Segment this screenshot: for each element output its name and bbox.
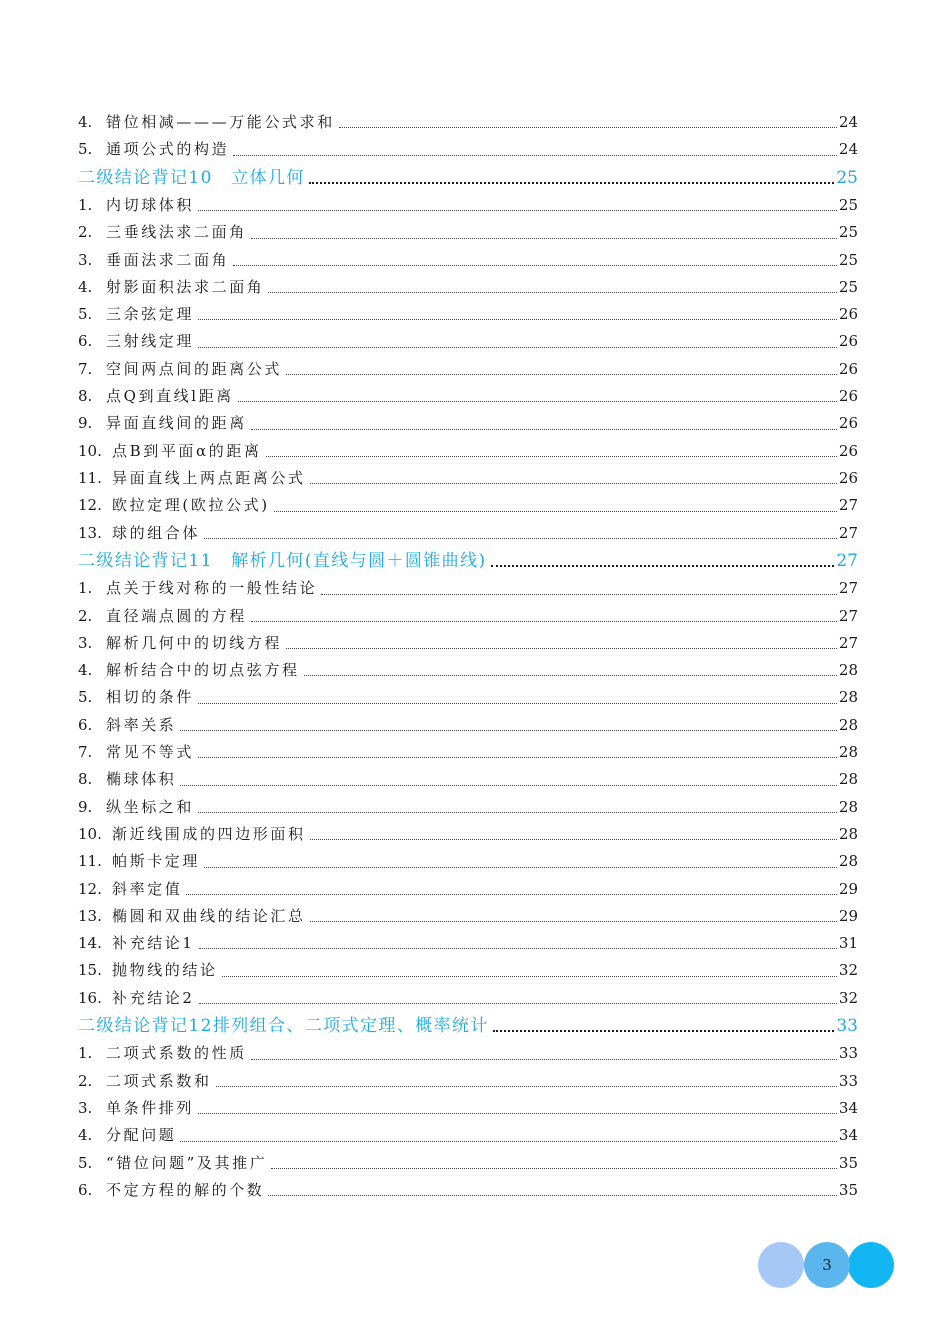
toc-entry-number: 1.	[78, 579, 93, 598]
toc-entry-number: 5.	[78, 688, 93, 707]
toc-entry-number: 3.	[78, 250, 93, 269]
toc-entry-page: 27	[838, 523, 858, 542]
dot-leader	[304, 674, 837, 676]
toc-entry-page: 24	[838, 140, 858, 159]
toc-entry-page: 31	[838, 934, 858, 953]
toc-entry-title: 单条件排列	[106, 1098, 195, 1117]
toc-entry-title: 补充结论1	[112, 934, 195, 953]
toc-entry-page: 27	[836, 550, 858, 571]
toc-entry-number: 2.	[78, 1071, 93, 1090]
toc-entry-title: 帕斯卡定理	[112, 852, 201, 871]
dot-leader	[233, 264, 837, 266]
toc-entry-title: 点关于线对称的一般性结论	[106, 579, 318, 598]
toc-entry-number: 3.	[78, 633, 93, 652]
toc-entry-title: 异面直线间的距离	[106, 414, 247, 433]
toc-entry[interactable]	[78, 301, 858, 328]
toc-entry-number: 9.	[78, 797, 93, 816]
page-number: 3	[804, 1242, 850, 1288]
decor-circle-right	[848, 1242, 894, 1288]
toc-entry-number: 11.	[78, 852, 102, 871]
toc-entry-page: 34	[838, 1098, 858, 1117]
toc-entry-title: 渐近线围成的四边形面积	[112, 824, 306, 843]
toc-entry-page: 32	[838, 961, 858, 980]
toc-entry-title: 二级结论背记10 立体几何	[78, 167, 305, 188]
toc-entry-title: 点B到平面α的距离	[112, 441, 262, 460]
toc-entry-page: 26	[838, 441, 858, 460]
toc-entry[interactable]	[78, 247, 858, 274]
toc-entry[interactable]	[78, 1095, 858, 1122]
toc-entry-page: 28	[838, 715, 858, 734]
toc-entry-page: 27	[838, 606, 858, 625]
toc-entry-title: 球的组合体	[112, 523, 201, 542]
dot-leader	[310, 838, 837, 840]
toc-entry-number: 9.	[78, 414, 93, 433]
toc-entry-number: 6.	[78, 715, 93, 734]
toc-entry-number: 5.	[78, 1153, 93, 1172]
toc-entry-number: 3.	[78, 1098, 93, 1117]
dot-leader	[199, 1002, 837, 1004]
page-number-badge	[758, 1242, 896, 1290]
toc-entry-title: 斜率关系	[106, 715, 177, 734]
toc-entry-number: 5.	[78, 140, 93, 159]
toc-entry-page: 25	[838, 223, 858, 242]
dot-leader	[271, 1167, 837, 1169]
toc-entry[interactable]	[78, 684, 858, 711]
toc-entry-page: 32	[838, 988, 858, 1007]
toc-entry[interactable]	[78, 1177, 858, 1204]
toc-entry-title: 错位相减———万能公式求和	[106, 113, 335, 131]
toc-entry-page: 25	[838, 250, 858, 269]
dot-leader	[198, 702, 837, 704]
toc-entry-title: 射影面积法求二面角	[106, 277, 265, 296]
toc-entry-title: 直径端点圆的方程	[106, 606, 247, 625]
toc-entry[interactable]	[78, 575, 858, 602]
dot-leader	[198, 318, 837, 320]
toc-entry-number: 10.	[78, 441, 102, 460]
dot-leader	[238, 400, 837, 402]
toc-entry-page: 35	[838, 1180, 858, 1199]
toc-entry-page: 29	[838, 879, 858, 898]
toc-entry-number: 1.	[78, 195, 93, 214]
dot-leader	[198, 209, 837, 211]
toc-entry[interactable]	[78, 1040, 858, 1067]
toc-entry[interactable]	[78, 794, 858, 821]
toc-entry-title: 异面直线上两点距离公式	[112, 468, 306, 487]
dot-leader	[233, 154, 837, 156]
toc-entry[interactable]	[78, 356, 858, 383]
toc-entry[interactable]	[78, 328, 858, 355]
dot-leader	[180, 1140, 837, 1142]
dot-leader	[216, 1085, 837, 1087]
toc-entry-page: 28	[838, 688, 858, 707]
toc-entry[interactable]	[78, 1150, 858, 1177]
dot-leader	[251, 1058, 837, 1060]
toc-entry-number: 5.	[78, 305, 93, 324]
toc-entry-title: 二级结论背记12排列组合、二项式定理、概率统计	[78, 1015, 489, 1036]
toc-entry-number: 8.	[78, 770, 93, 789]
toc-entry-page: 33	[838, 1044, 858, 1063]
toc-entry-number: 15.	[78, 961, 102, 980]
toc-entry[interactable]	[78, 712, 858, 739]
dot-leader	[198, 756, 837, 758]
toc-entry[interactable]	[78, 1068, 858, 1095]
toc-entry-page: 28	[838, 661, 858, 680]
toc-entry-title: 空间两点间的距离公式	[106, 359, 283, 378]
dot-leader	[286, 647, 837, 649]
toc-entry-page: 24	[838, 113, 858, 131]
toc-entry-page: 25	[838, 195, 858, 214]
toc-entry[interactable]	[78, 957, 858, 984]
toc-entry[interactable]	[78, 410, 858, 437]
toc-entry-number: 1.	[78, 1044, 93, 1063]
dot-leader	[198, 346, 837, 348]
toc-entry[interactable]	[78, 383, 858, 410]
dot-leader	[310, 482, 837, 484]
toc-entry-number: 2.	[78, 223, 93, 242]
dot-leader	[286, 373, 837, 375]
toc-entry-title: 点Q到直线l距离	[106, 387, 234, 406]
toc-entry-title: “错位问题”及其推广	[106, 1153, 268, 1172]
toc-entry-page: 33	[838, 1071, 858, 1090]
toc-entry-number: 4.	[78, 661, 93, 680]
toc-entry[interactable]	[78, 465, 858, 492]
toc-entry-number: 12.	[78, 496, 102, 515]
toc-entry-page: 34	[838, 1126, 858, 1145]
toc-entry-title: 分配问题	[106, 1126, 177, 1145]
toc-entry-page: 27	[838, 496, 858, 515]
toc-entry[interactable]	[78, 657, 858, 684]
dot-leader	[339, 126, 837, 128]
toc-entry[interactable]	[78, 192, 858, 219]
toc-entry[interactable]	[78, 274, 858, 301]
dot-leader	[222, 975, 837, 977]
toc-entry-title: 解析几何中的切线方程	[106, 633, 283, 652]
dot-leader	[310, 920, 837, 922]
toc-entry-title: 椭球体积	[106, 770, 177, 789]
toc-entry-number: 13.	[78, 906, 102, 925]
toc-entry-page: 35	[838, 1153, 858, 1172]
toc-entry-page: 27	[838, 633, 858, 652]
toc-entry-title: 椭圆和双曲线的结论汇总	[112, 906, 306, 925]
toc-entry[interactable]	[78, 766, 858, 793]
dot-leader	[198, 1112, 837, 1114]
toc-entry-page: 28	[838, 797, 858, 816]
toc-entry-page: 26	[838, 468, 858, 487]
toc-entry-title: 解析结合中的切点弦方程	[106, 661, 300, 680]
toc-entry[interactable]	[78, 630, 858, 657]
toc-section-heading[interactable]	[78, 164, 858, 192]
toc-entry[interactable]	[78, 821, 858, 848]
toc-entry-title: 二项式系数和	[106, 1071, 212, 1090]
dot-leader	[321, 593, 837, 595]
toc-entry-title: 二级结论背记11 解析几何(直线与圆＋圆锥曲线)	[78, 550, 487, 571]
toc-entry-title: 内切球体积	[106, 195, 195, 214]
toc-entry[interactable]	[78, 520, 858, 547]
toc-entry[interactable]	[78, 903, 858, 930]
toc-entry-number: 16.	[78, 988, 102, 1007]
toc-entry-title: 通项公式的构造	[106, 140, 230, 159]
toc-entry-title: 三垂线法求二面角	[106, 223, 247, 242]
toc-entry-title: 斜率定值	[112, 879, 183, 898]
dot-leader	[251, 237, 837, 239]
toc-entry-page: 26	[838, 359, 858, 378]
dot-leader	[186, 893, 837, 895]
toc-entry-number: 4.	[78, 113, 93, 131]
dot-leader	[180, 729, 837, 731]
toc-entry-page: 29	[838, 906, 858, 925]
dot-leader	[204, 537, 837, 539]
toc-entry-number: 6.	[78, 1180, 93, 1199]
toc-entry-title: 纵坐标之和	[106, 797, 195, 816]
toc-entry-number: 6.	[78, 332, 93, 351]
toc-entry-title: 三余弦定理	[106, 305, 195, 324]
toc-section-heading[interactable]	[78, 547, 858, 575]
toc-entry-number: 4.	[78, 1126, 93, 1145]
toc-entry-page: 28	[838, 824, 858, 843]
dot-leader	[251, 428, 837, 430]
toc-section-heading[interactable]	[78, 1012, 858, 1040]
toc-entry-page: 25	[836, 167, 858, 188]
toc-entry-number: 4.	[78, 277, 93, 296]
toc-entry-title: 不定方程的解的个数	[106, 1180, 265, 1199]
toc-entry-page: 28	[838, 770, 858, 789]
dot-leader	[199, 947, 837, 949]
toc-entry-title: 欧拉定理(欧拉公式)	[112, 496, 270, 515]
toc-entry[interactable]	[78, 136, 858, 163]
toc-entry-number: 10.	[78, 824, 102, 843]
toc-entry[interactable]	[78, 603, 858, 630]
toc-entry-title: 抛物线的结论	[112, 961, 218, 980]
toc-entry[interactable]	[78, 848, 858, 875]
dot-leader	[198, 811, 837, 813]
toc-entry-number: 7.	[78, 359, 93, 378]
dot-leader	[180, 784, 837, 786]
dot-leader	[268, 291, 837, 293]
toc-entry-number: 14.	[78, 934, 102, 953]
toc-entry-page: 26	[838, 305, 858, 324]
dot-leader	[268, 1194, 837, 1196]
toc-entry[interactable]	[78, 876, 858, 903]
toc-entry[interactable]	[78, 985, 858, 1012]
toc-entry-page: 33	[836, 1015, 858, 1036]
dot-leader	[493, 1029, 835, 1032]
dot-leader	[309, 181, 835, 184]
toc-entry[interactable]	[78, 739, 858, 766]
toc-entry[interactable]	[78, 492, 858, 519]
toc-entry-page: 26	[838, 387, 858, 406]
toc-entry-number: 11.	[78, 468, 102, 487]
toc-entry-number: 12.	[78, 879, 102, 898]
toc-entry-page: 26	[838, 414, 858, 433]
toc-entry-title: 常见不等式	[106, 743, 195, 762]
toc-entry-title: 二项式系数的性质	[106, 1044, 247, 1063]
dot-leader	[274, 510, 837, 512]
toc-entry[interactable]	[78, 109, 858, 136]
dot-leader	[266, 455, 837, 457]
toc-entry[interactable]	[78, 1122, 858, 1149]
dot-leader	[251, 620, 837, 622]
toc-entry-number: 13.	[78, 523, 102, 542]
toc-entry-page: 28	[838, 743, 858, 762]
toc-entry-number: 7.	[78, 743, 93, 762]
toc-entry[interactable]	[78, 438, 858, 465]
toc-entry-page: 26	[838, 332, 858, 351]
toc-entry-number: 8.	[78, 387, 93, 406]
dot-leader	[204, 866, 837, 868]
toc-entry-page: 25	[838, 277, 858, 296]
toc-entry[interactable]	[78, 930, 858, 957]
toc-entry-title: 三射线定理	[106, 332, 195, 351]
toc-entry-title: 补充结论2	[112, 988, 195, 1007]
toc-entry-page: 28	[838, 852, 858, 871]
toc-entry-title: 相切的条件	[106, 688, 195, 707]
decor-circle-left	[758, 1242, 804, 1288]
dot-leader	[491, 564, 835, 567]
toc-entry-title: 垂面法求二面角	[106, 250, 230, 269]
toc-entry-page: 27	[838, 579, 858, 598]
toc-entry[interactable]	[78, 219, 858, 246]
toc-entry-number: 2.	[78, 606, 93, 625]
table-of-contents	[78, 109, 858, 1204]
